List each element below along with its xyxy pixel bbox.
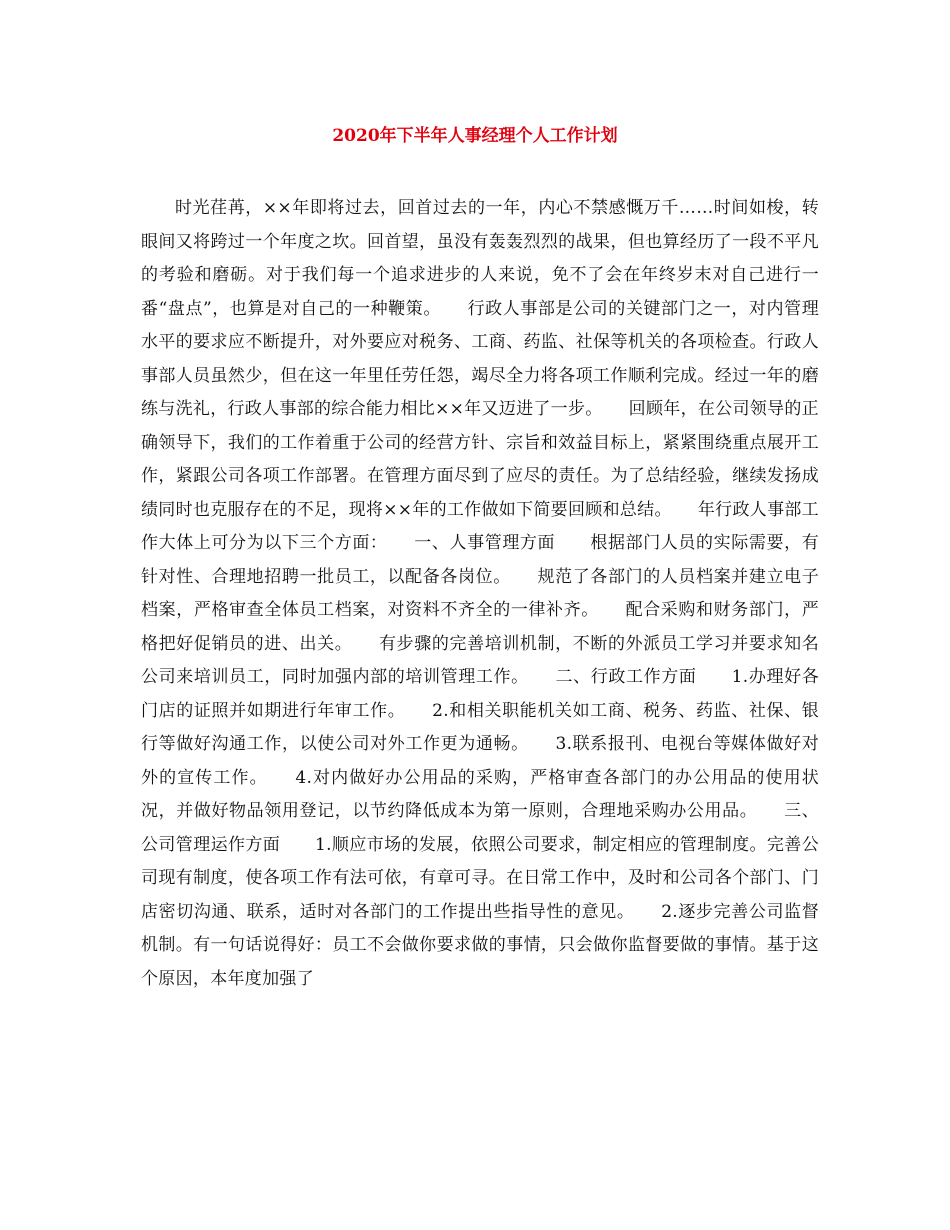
document-body: 时光荏苒，××年即将过去，回首过去的一年，内心不禁感慨万千……时间如梭，转眼间又将跨过一个年度之坎。回首望，虽没有轰轰烈烈的战果，但也算经历了一段不平凡的考验和磨砺。对于我们每一个追求进步的人来说，免不了会在年终岁末对自己进行一番“盘点”，也算是对自己的一种鞭策。 行政人事部是公司的关键部门之一，对内管理水平的要求应不断提升，对外要应对税务、工商、药监、社保等机关的各项检查。行政人事部人员虽然少，但在这一年里任劳任怨，竭尽全力将各项工作顺利完成。经过一年的磨练与洗礼，行政人事部的综合能力相比××年又迈进了一步。 回顾年，在公司领导的正确领导下，我们的工作着重于公司的经营方针、宗旨和效益目标上，紧紧围绕重点展开工作，紧跟公司各项工作部署。在管理方面尽到了应尽的责任。为了总结经验，继续发扬成绩同时也克服存在的不足，现将××年的工作做如下简要回顾和总结。 年行政人事部工作大体上可分为以下三个方面： 一、人事管理方面 根据部门人员的实际需要，有针对性、合理地招聘一批员工，以配备各岗位。 规范了各部门的人员档案并建立电子档案，严格审查全体员工档案，对资料不齐全的一律补齐。 配合采购和财务部门，严格把好促销员的进、出关。 有步骤的完善培训机制，不断的外派员工学习并要求知名公司来培训员工，同时加强内部的培训管理工作。 二、行政工作方面 1.办理好各门店的证照并如期进行年审工作。 2.和相关职能机关如工商、税务、药监、社保、银行等做好沟通工作，以使公司对外工作更为通畅。 3.联系报刊、电视台等媒体做好对外的宣传工作。 4.对内做好办公用品的采购，严格审查各部门的办公用品的使用状况，并做好物品领用登记，以节约降低成本为第一原则，合理地采购办公用品。 三、公司管理运作方面 1.顺应市场的发展，依照公司要求，制定相应的管理制度。完善公司现有制度，使各项工作有法可依，有章可寻。在日常工作中，及时和公司各个部门、门店密切沟通、联系，适时对各部门的工作提出些指导性的意见。 2.逐步完善公司监督机制。有一句话说得好：员工不会做你要求做的事情，只会做你监督要做的事情。基于这个原因，本年度加强了 bbox=[141, 198, 819, 989]
document-title: 2020年下半年人事经理个人工作计划 bbox=[332, 126, 618, 146]
